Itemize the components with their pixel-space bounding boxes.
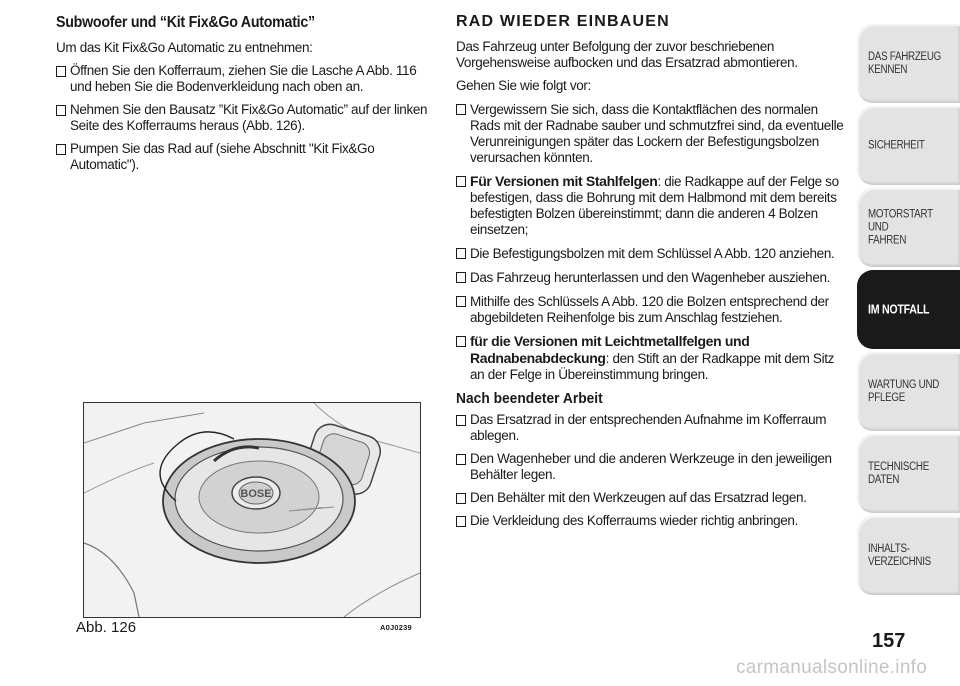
list-item: Die Befestigungsbolzen mit dem Schlüssel A Abb. 120 anziehen. (456, 245, 848, 262)
tab-im-notfall[interactable]: IM NOTFALL (857, 270, 960, 349)
kit-steps-list (56, 63, 438, 173)
list-item: Den Wagenheber und die anderen Werkzeuge in den jeweiligen Behälter legen. (456, 451, 848, 483)
list-item: Für Versionen mit Stahlfelgen: die Radkappe auf der Felge so befestigen, dass die Bohrung mit dem Halbmond mit dem bereits befestigten Bolzen übereinstimmt; dann die anderen 4 Bolzen einsetzen; (456, 173, 848, 238)
checkbox-bullet-icon (456, 336, 466, 347)
intro-text-2: Gehen Sie wie folgt vor: (456, 78, 591, 93)
list-item: Das Ersatzrad in der entsprechenden Aufnahme im Kofferraum ablegen. (456, 412, 848, 444)
checkbox-bullet-icon (456, 296, 466, 307)
intro-text-1: Das Fahrzeug unter Befolgung der zuvor beschriebenen Vorgehensweise aufbocken und das Ersatzrad abmontieren. (456, 39, 798, 70)
figure-caption: Abb. 126 (76, 619, 137, 636)
list-item: Mithilfe des Schlüssels A Abb. 120 die Bolzen entsprechend der abgebildeten Reihenfolge bis zum Anschlag festziehen. (456, 293, 848, 326)
list-item: Pumpen Sie das Rad auf (siehe Abschnitt "Kit Fix&Go Automatic"). (56, 141, 438, 173)
section-heading-subwoofer: Subwoofer und “Kit Fix&Go Automatic” (56, 14, 315, 31)
trunk-subwoofer-illustration (84, 403, 420, 617)
figure-code: A0J0239 (380, 623, 412, 632)
checkbox-bullet-icon (456, 104, 466, 115)
subwoofer-logo-text: BOSE (240, 488, 272, 500)
list-item: Nehmen Sie den Bausatz ”Kit Fix&Go Automatic” auf der linken Seite des Kofferraums heraus (Abb. 126). (56, 102, 438, 134)
checkbox-bullet-icon (456, 516, 466, 527)
tab-sicherheit[interactable]: SICHERHEIT (857, 106, 960, 185)
checkbox-bullet-icon (456, 248, 466, 259)
list-item: Vergewissern Sie sich, dass die Kontaktflächen des normalen Rads mit der Radnabe sauber und schmutzfrei sind, da eventuelle Verunreinigungen später das Lockern der Befestigungsbolzen verursachen könnten. (456, 101, 848, 166)
reinstall-steps-list (456, 101, 848, 383)
list-item: Das Fahrzeug herunterlassen und den Wagenheber ausziehen. (456, 269, 848, 286)
watermark-text: carmanualsonline.info (736, 657, 928, 678)
chapter-tabs (857, 24, 960, 598)
left-column (56, 14, 438, 180)
page-number: 157 (872, 630, 906, 652)
checkbox-bullet-icon (456, 272, 466, 283)
after-work-steps-list (456, 412, 848, 529)
list-item: Den Behälter mit den Werkzeugen auf das Ersatzrad legen. (456, 490, 848, 506)
checkbox-bullet-icon (456, 415, 466, 426)
tab-das-fahrzeug-kennen[interactable]: DAS FAHRZEUG KENNEN (857, 24, 960, 103)
right-column (456, 13, 848, 536)
subheading-nach-beendeter-arbeit: Nach beendeter Arbeit (456, 390, 603, 407)
checkbox-bullet-icon (456, 176, 466, 187)
tab-motorstart-und-fahren[interactable]: MOTORSTART UND FAHREN (857, 188, 960, 267)
tab-technische-daten[interactable]: TECHNISCHE DATEN (857, 434, 960, 513)
checkbox-bullet-icon (456, 454, 466, 465)
tab-wartung-und-pflege[interactable]: WARTUNG UND PFLEGE (857, 352, 960, 431)
list-item: Öffnen Sie den Kofferraum, ziehen Sie die Lasche A Abb. 116 und heben Sie die Bodenverkleidung nach oben an. (56, 63, 438, 95)
checkbox-bullet-icon (56, 144, 66, 155)
section-heading-rad-einbauen: RAD WIEDER EINBAUEN (456, 13, 670, 30)
figure-trunk-subwoofer (83, 402, 421, 618)
tab-inhaltsverzeichnis[interactable]: INHALTS- VERZEICHNIS (857, 516, 960, 595)
list-item: für die Versionen mit Leichtmetallfelgen und Radnabenabdeckung: den Stift an der Radkappe mit dem Sitz an der Felge in Übereinstimmung bringen. (456, 333, 848, 383)
svg-text:~~~~~: ~~~~~ (296, 502, 324, 515)
checkbox-bullet-icon (456, 493, 466, 504)
checkbox-bullet-icon (56, 66, 66, 77)
intro-text: Um das Kit Fix&Go Automatic zu entnehmen: (56, 40, 313, 55)
list-item: Die Verkleidung des Kofferraums wieder richtig anbringen. (456, 513, 848, 529)
checkbox-bullet-icon (56, 105, 66, 116)
